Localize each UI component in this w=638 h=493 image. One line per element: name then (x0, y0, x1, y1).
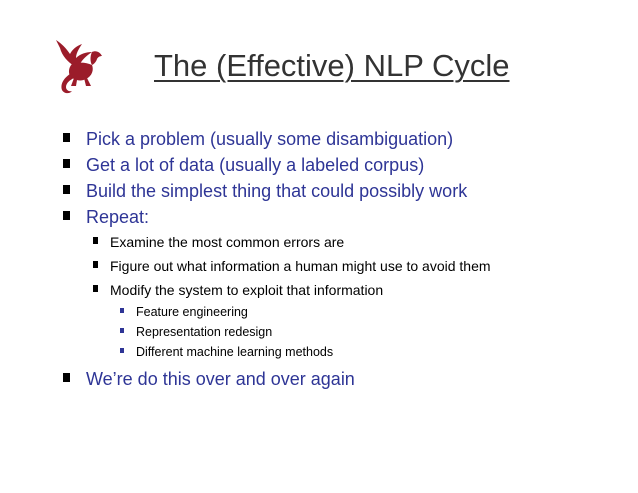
bullet-text: Get a lot of data (usually a labeled corpus) (86, 155, 425, 175)
sub-bullet-item (62, 254, 622, 278)
dragon-logo-icon (52, 38, 106, 96)
square-bullet-icon (120, 308, 124, 313)
sub-sub-bullet-text: Feature engineering (136, 305, 248, 319)
bullet-item (62, 204, 622, 230)
square-bullet-icon (93, 285, 98, 292)
square-bullet-icon (63, 373, 70, 382)
square-bullet-icon (63, 159, 70, 168)
square-bullet-icon (63, 185, 70, 194)
bullet-item (62, 366, 622, 392)
sub-bullet-text: Examine the most common errors are (110, 234, 345, 250)
bullet-item (62, 152, 622, 178)
bullet-text: We’re do this over and over again (86, 369, 355, 389)
square-bullet-icon (120, 328, 124, 333)
square-bullet-icon (93, 261, 98, 268)
bullet-list (62, 126, 622, 392)
square-bullet-icon (63, 211, 70, 220)
square-bullet-icon (63, 133, 70, 142)
sub-bullet-text: Modify the system to exploit that information (110, 282, 384, 298)
square-bullet-icon (93, 237, 98, 244)
sub-bullet-text: Figure out what information a human might use to avoid them (110, 258, 491, 274)
sub-sub-bullet-item (62, 322, 622, 342)
bullet-text: Repeat: (86, 207, 150, 227)
square-bullet-icon (120, 348, 124, 353)
sub-sub-bullet-item (62, 342, 622, 362)
slide-title: The (Effective) NLP Cycle (154, 48, 510, 83)
bullet-text: Pick a problem (usually some disambiguation) (86, 129, 454, 149)
sub-bullet-item (62, 230, 622, 254)
bullet-text: Build the simplest thing that could possibly work (86, 181, 468, 201)
sub-sub-bullet-text: Different machine learning methods (136, 345, 334, 359)
bullet-item (62, 178, 622, 204)
sub-sub-bullet-item (62, 302, 622, 322)
sub-bullet-item (62, 278, 622, 302)
sub-sub-bullet-text: Representation redesign (136, 325, 273, 339)
bullet-item (62, 126, 622, 152)
